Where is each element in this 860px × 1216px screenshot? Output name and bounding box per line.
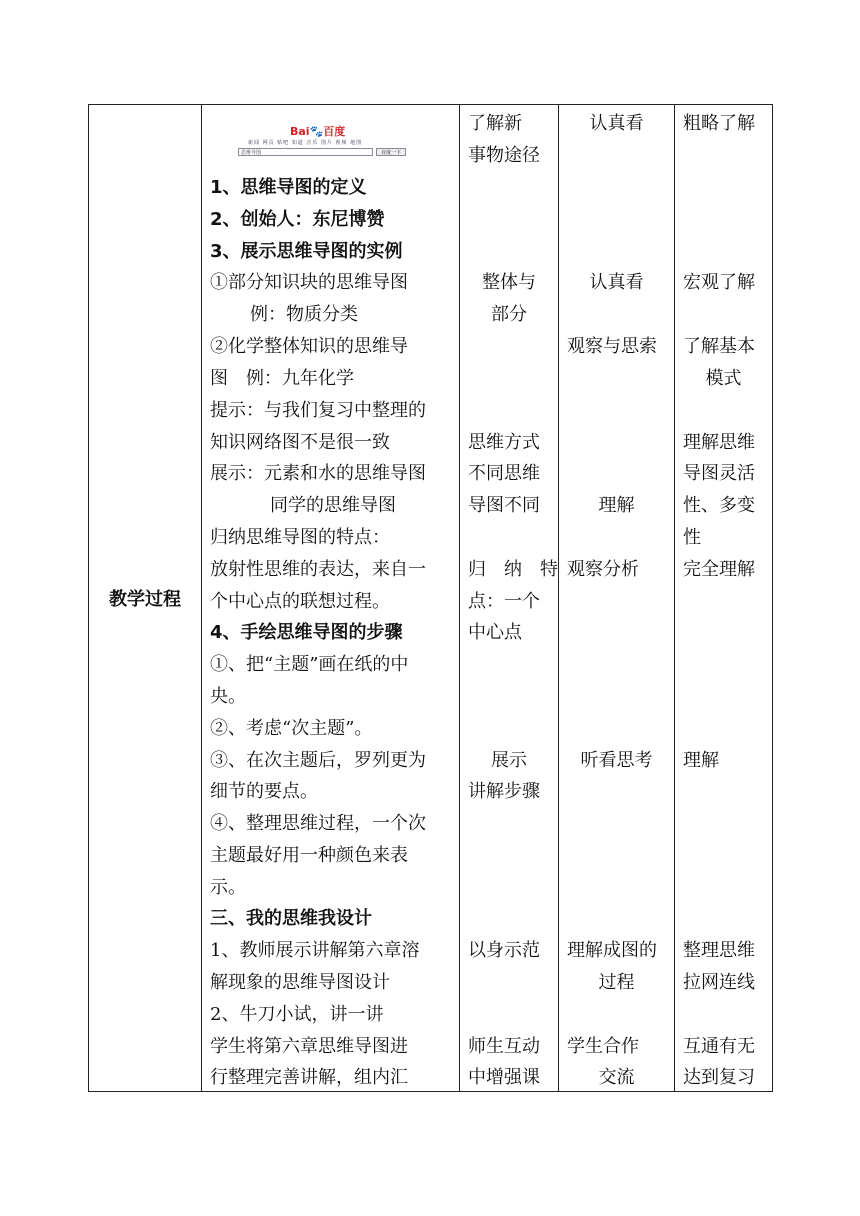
content-line: 个中心点的联想过程。 — [210, 591, 390, 612]
student-line: 理解成图的 — [567, 940, 657, 961]
content-line: 同学的思维导图 — [270, 495, 396, 516]
teacher-line: 讲解步骤 — [468, 781, 540, 802]
content-line: 1、思维导图的定义 — [210, 177, 367, 198]
student-line: 观察分析 — [567, 559, 639, 580]
content-line: 图 例：九年化学 — [210, 368, 354, 389]
content-line: ④、整理思维过程，一个次 — [210, 813, 426, 834]
teacher-line: 师生互动 — [468, 1036, 540, 1057]
content-line: 例：物质分类 — [250, 304, 358, 325]
teacher-line: 以身示范 — [468, 940, 540, 961]
content-line: 行整理完善讲解，组内汇 — [210, 1067, 408, 1088]
intent-line: 了解基本 — [683, 336, 755, 357]
content-line: 4、手绘思维导图的步骤 — [210, 622, 403, 643]
intent-line: 理解 — [683, 750, 719, 771]
student-line: 认真看 — [589, 113, 644, 134]
search-logo: Bai🐾百度 — [290, 125, 346, 138]
section-label-cell — [89, 105, 202, 1092]
student-line: 过程 — [598, 972, 635, 993]
content-line: ①、把“主题”画在纸的中 — [210, 654, 409, 675]
student-line: 理解 — [598, 495, 635, 516]
intent-line: 模式 — [705, 368, 742, 389]
student-line: 听看思考 — [580, 750, 653, 771]
section-label: 教学过程 — [109, 589, 181, 610]
student-activity-cell — [559, 105, 675, 1092]
teacher-line: 部分 — [491, 304, 527, 325]
intent-line: 理解思维 — [683, 432, 755, 453]
teacher-line: 事物途径 — [468, 145, 540, 166]
content-line: 提示：与我们复习中整理的 — [210, 400, 426, 421]
intent-line: 完全理解 — [683, 559, 755, 580]
intent-line: 导图灵活 — [683, 463, 755, 484]
teacher-line: 中心点 — [468, 622, 522, 643]
table-row — [89, 105, 773, 1092]
student-line: 学生合作 — [567, 1036, 639, 1057]
intent-line: 宏观了解 — [683, 272, 755, 293]
teacher-line: 整体与 — [482, 272, 536, 293]
teacher-line: 导图不同 — [468, 495, 540, 516]
intent-line: 达到复习 — [683, 1067, 755, 1088]
design-intent-cell — [675, 105, 773, 1092]
content-line: 学生将第六章思维导图进 — [210, 1036, 408, 1057]
intent-line: 性、多变 — [683, 495, 755, 516]
content-line: ②化学整体知识的思维导 — [210, 336, 408, 357]
content-line: 放射性思维的表达，来自一 — [210, 559, 426, 580]
content-line: 展示：元素和水的思维导图 — [210, 463, 426, 484]
teacher-line: 归 纳 特 — [468, 559, 558, 580]
content-line: 细节的要点。 — [210, 781, 318, 802]
content-cell — [202, 105, 460, 1092]
intent-line: 互通有无 — [683, 1036, 755, 1057]
content-line: 解现象的思维导图设计 — [210, 972, 390, 993]
content-line: 知识网络图不是很一致 — [210, 432, 390, 453]
intent-line: 拉网连线 — [683, 972, 755, 993]
teacher-line: 思维方式 — [468, 432, 540, 453]
content-line: 央。 — [210, 686, 246, 707]
content-line: 3、展示思维导图的实例 — [210, 241, 403, 262]
search-button: 百度一下 — [376, 148, 406, 156]
teacher-line: 了解新 — [468, 113, 522, 134]
content-line: 归纳思维导图的特点： — [210, 527, 390, 548]
teacher-line: 点：一个 — [468, 591, 540, 612]
student-line: 交流 — [598, 1067, 635, 1088]
teacher-line: 展示 — [491, 750, 527, 771]
teacher-line: 中增强课 — [468, 1067, 540, 1088]
intent-line: 性 — [683, 527, 701, 548]
search-nav-links: 新闻 网页 贴吧 知道 音乐 图片 视频 地图 — [248, 140, 363, 146]
lesson-plan-table — [88, 104, 773, 1092]
teacher-activity-cell — [460, 105, 559, 1092]
content-line: 三、我的思维我设计 — [210, 908, 372, 929]
intent-line: 整理思维 — [683, 940, 755, 961]
content-line: 2、牛刀小试，讲一讲 — [210, 1004, 384, 1025]
content-line: ③、在次主题后，罗列更为 — [210, 750, 426, 771]
content-line: 1、教师展示讲解第六章溶 — [210, 940, 420, 961]
student-line: 观察与思索 — [567, 336, 657, 357]
search-engine-screenshot — [238, 123, 408, 161]
content-line: ①部分知识块的思维导图 — [210, 272, 408, 293]
content-line: 示。 — [210, 877, 246, 898]
content-line: ②、考虑“次主题”。 — [210, 718, 373, 739]
content-line: 主题最好用一种颜色来表 — [210, 845, 408, 866]
search-input: 思维导图 — [238, 148, 373, 156]
student-line: 认真看 — [589, 272, 644, 293]
intent-line: 粗略了解 — [683, 113, 755, 134]
content-line: 2、创始人：东尼博赞 — [210, 209, 385, 230]
teacher-line: 不同思维 — [468, 463, 540, 484]
